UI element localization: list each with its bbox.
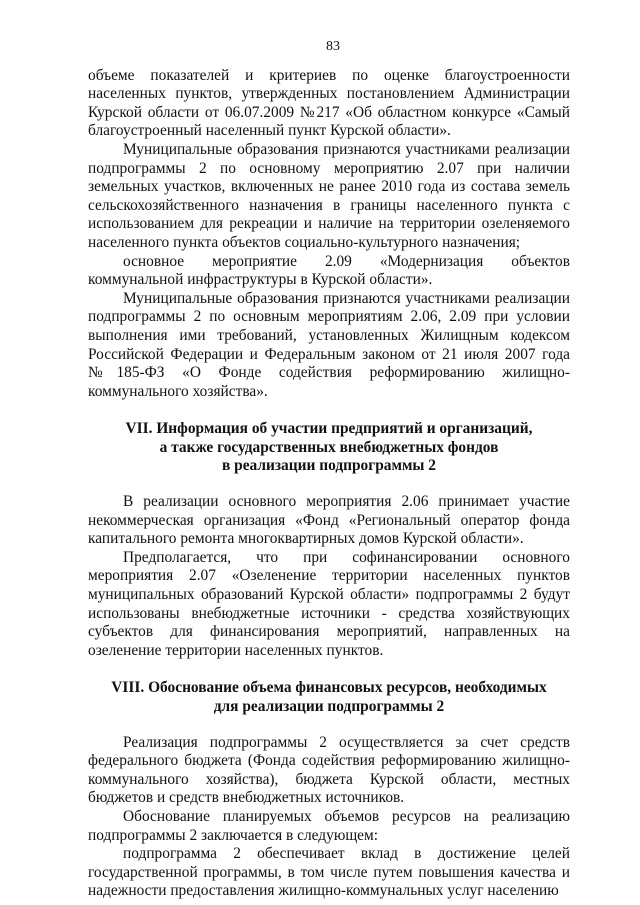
document-page — [88, 38, 570, 901]
heading-line: а также государственных внебюджетных фондов — [159, 438, 499, 456]
section-7-heading — [88, 420, 570, 476]
paragraph-cofinancing: Предполагается, что при софинансировании основного мероприятия 2.07 «Озеленение территории населенных пунктов муниципальных образований Курской области» подпрограммы 2 будут использованы внебюджетные источники - средства хозяйствующих субъектов для финансирования мероприятий, направленных на озеленение территории населенных пунктов. — [88, 548, 570, 659]
paragraph-funding-sources: Реализация подпрограммы 2 осуществляется за счет средств федерального бюджета (Фонда содействия реформированию жилищно-коммунального хозяйства), бюджета Курской области, местных бюджетов и средств внебюджетных источников. — [88, 733, 570, 807]
spacer — [88, 717, 570, 734]
heading-line: VII. Информация об участии предприятий и организаций, — [125, 420, 533, 438]
paragraph-participants-2-06-2-09: Муниципальные образования признаются участниками реализации подпрограммы 2 по основным мероприятиям 2.06, 2.09 при условии выполнения ими требований, установленных Жилищным кодексом Российской Федерации и Федеральным законом от 21 июля 2007 года №185-ФЗ «О Фонде содействия реформированию жилищно-коммунального хозяйства». — [88, 289, 570, 400]
paragraph-continuation: объеме показателей и критериев по оценке благоустроенности населенных пунктов, утвержденных постановлением Администрации Курской области от 06.07.2009 №217 «Об областном конкурсе «Самый благоустроенный населенный пункт Курской области». — [88, 66, 570, 140]
section-8-heading — [88, 679, 570, 716]
heading-line: VIII. Обоснование объема финансовых ресурсов, необходимых — [111, 679, 547, 697]
page-number: 83 — [326, 39, 340, 54]
paragraph-contribution: подпрограмма 2 обеспечивает вклад в достижение целей государственной программы, в том числе путем повышения качества и надежности предоставления жилищно-коммунальных услуг населению — [88, 845, 570, 900]
paragraph-activity-2-09: основное мероприятие 2.09 «Модернизация объектов коммунальной инфраструктуры в Курской области». — [88, 252, 570, 289]
spacer — [88, 401, 570, 420]
paragraph-participants-2-07: Муниципальные образования признаются участниками реализации подпрограммы 2 по основному мероприятию 2.07 при наличии земельных участков, включенных не ранее 2010 года из состава земель сельскохозяйственного назначения в границы населенного пункта с использованием для рекреации и наличие на территории озеленяемого населенного пункта объектов социально-культурного назначения; — [88, 140, 570, 251]
paragraph-fund-participation: В реализации основного мероприятия 2.06 принимает участие некоммерческая организация «Фонд «Региональный оператор фонда капитального ремонта многоквартирных домов Курской области». — [88, 493, 570, 548]
heading-line: в реализации подпрограммы 2 — [221, 457, 436, 475]
paragraph-justification: Обоснование планируемых объемов ресурсов на реализацию подпрограммы 2 заключается в следующем: — [88, 807, 570, 844]
spacer — [88, 660, 570, 679]
spacer — [88, 476, 570, 493]
heading-line: для реализации подпрограммы 2 — [213, 698, 445, 715]
